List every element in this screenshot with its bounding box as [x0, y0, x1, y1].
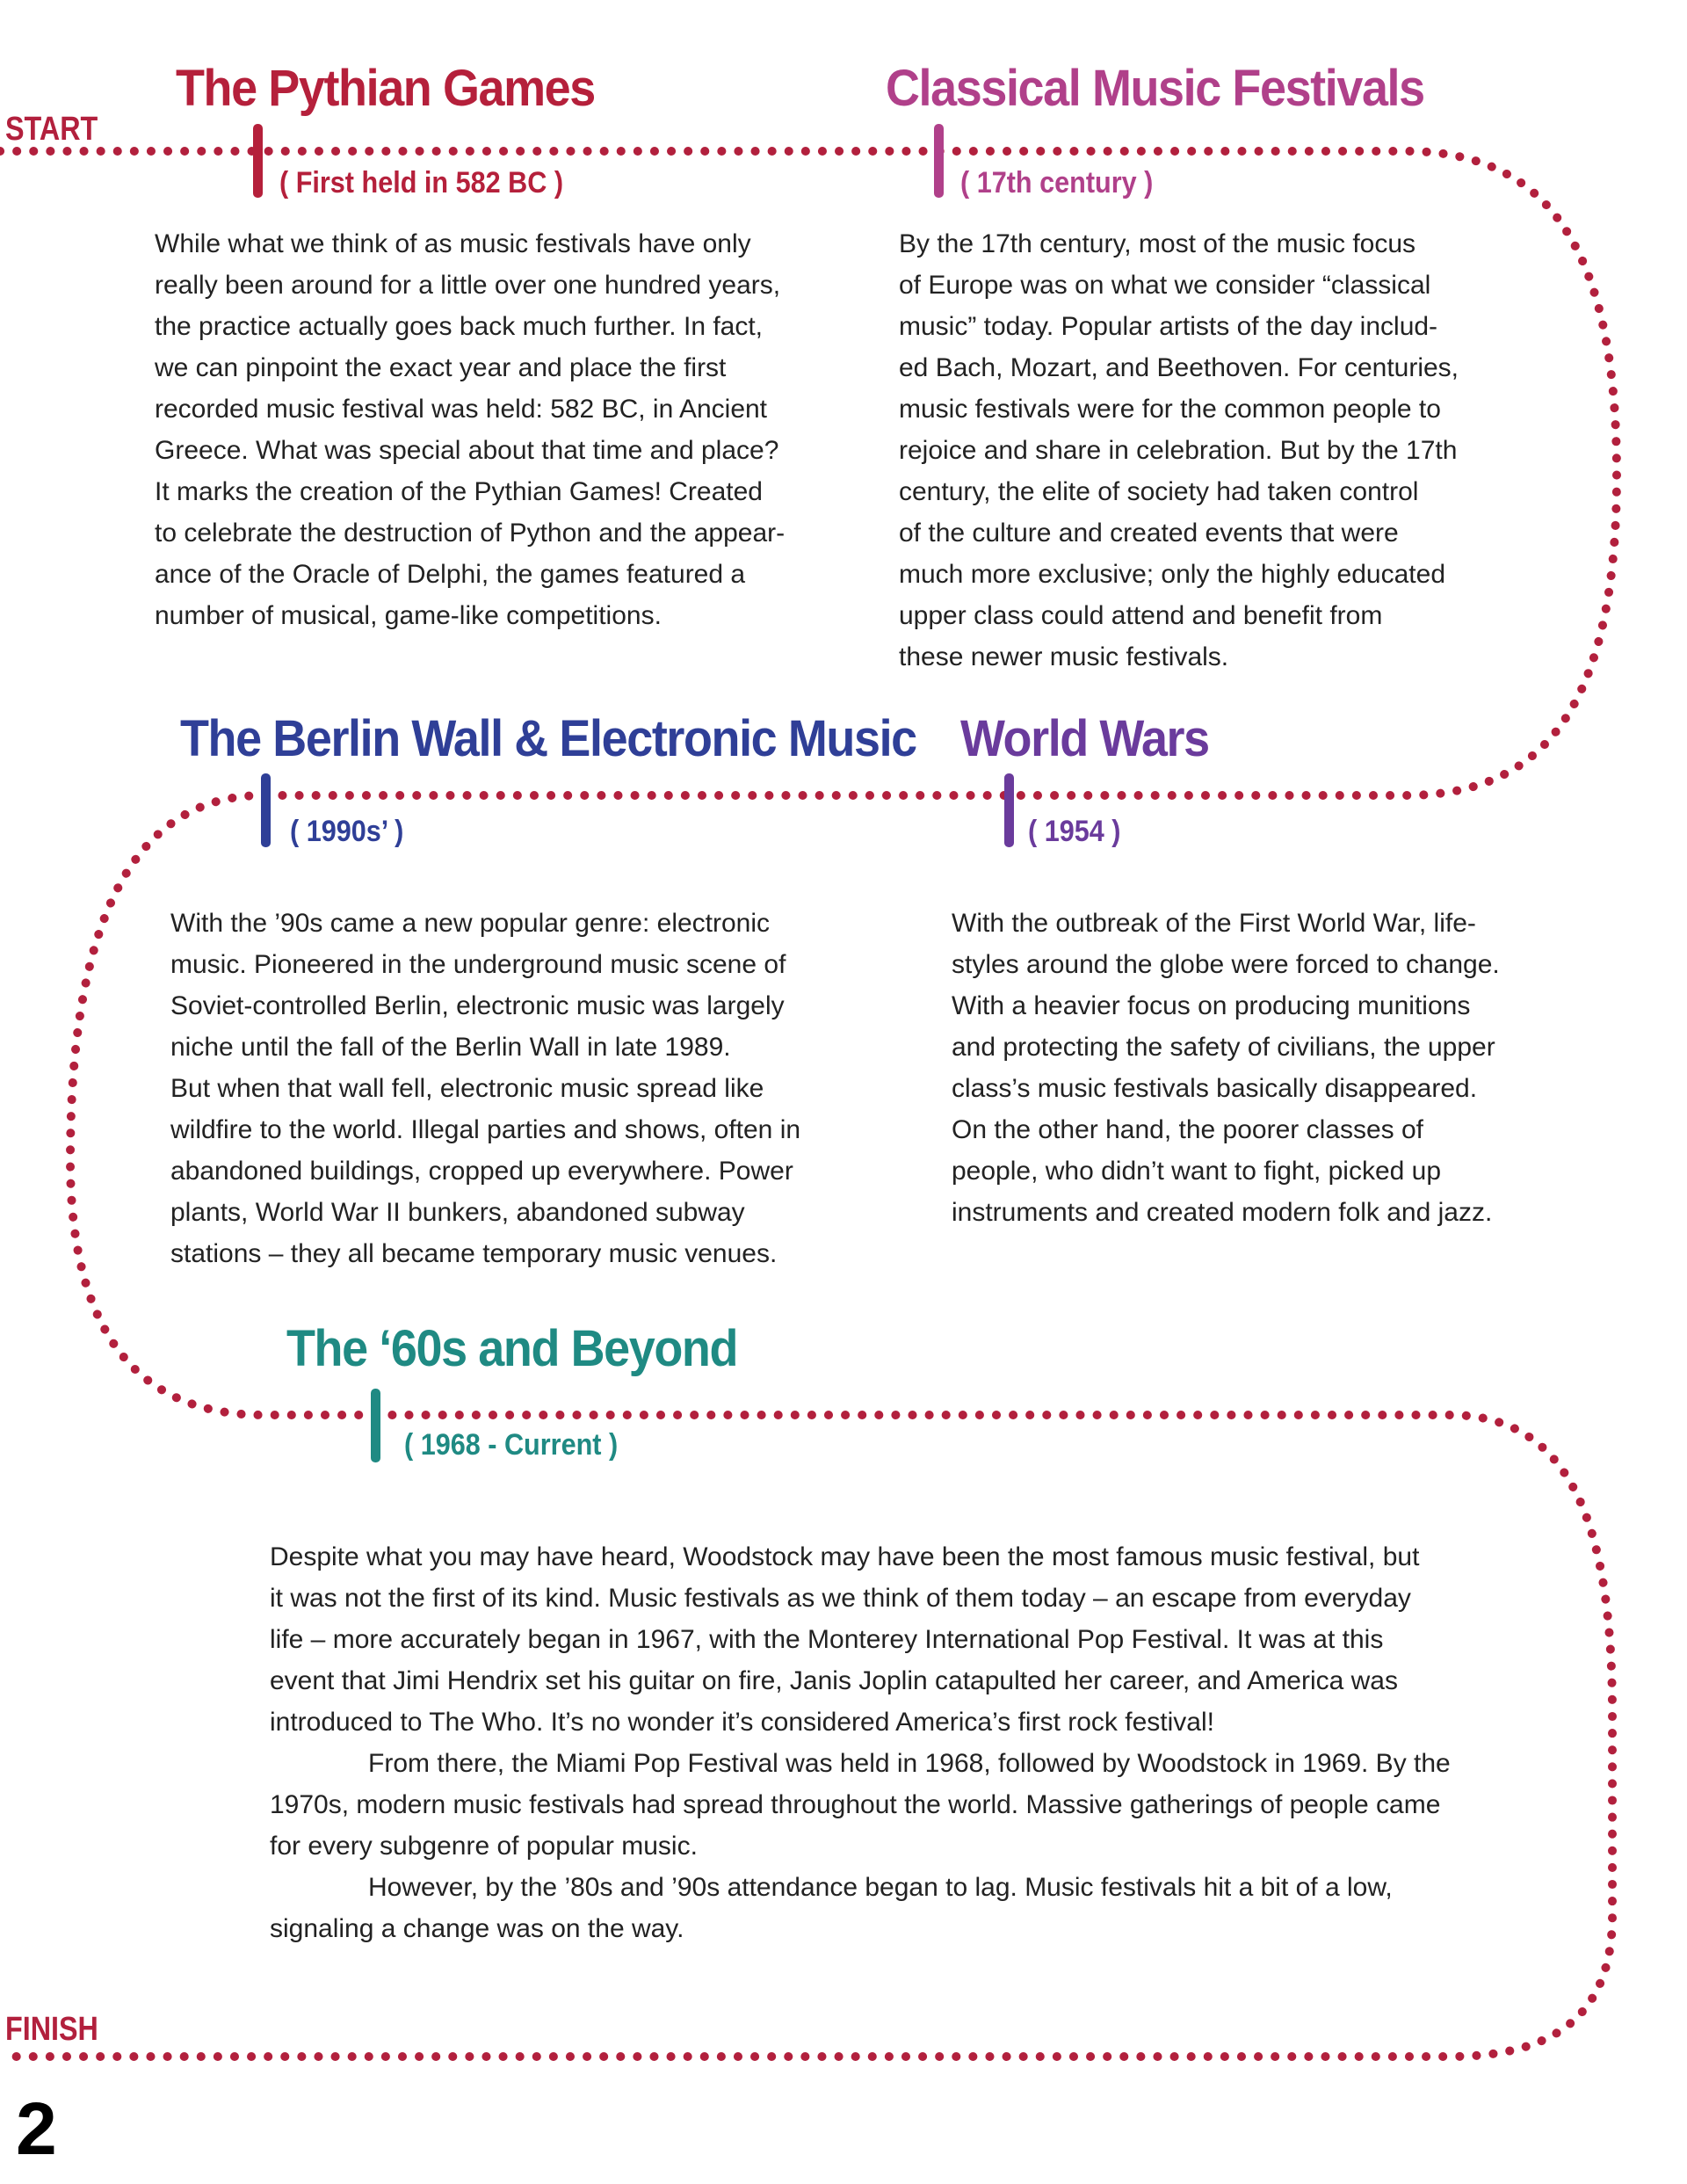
body-line: music. Pioneered in the underground music scene of	[170, 950, 786, 979]
body-line: signaling a change was on the way.	[270, 1914, 684, 1943]
timeline-tick	[1004, 773, 1014, 847]
section-title: The Berlin Wall & Electronic Music	[180, 710, 916, 767]
body-line: for every subgenre of popular music.	[270, 1832, 698, 1861]
body-line: niche until the fall of the Berlin Wall in late 1989.	[170, 1033, 731, 1062]
body-line: Greece. What was special about that time and place?	[155, 436, 779, 465]
body-line: recorded music festival was held: 582 BC, in Ancient	[155, 395, 768, 424]
body-line: While what we think of as music festivals have only	[155, 229, 751, 258]
body-line: to celebrate the destruction of Python and the appear-	[155, 519, 786, 548]
body-line: introduced to The Who. It’s no wonder it’s considered America’s first rock festival!	[270, 1708, 1214, 1737]
body-line: much more exclusive; only the highly educated	[899, 560, 1446, 589]
timeline-tick	[934, 124, 944, 198]
body-line: and protecting the safety of civilians, the upper	[952, 1033, 1495, 1062]
section-date: ( 1968 - Current )	[404, 1428, 619, 1462]
body-paragraph	[270, 1743, 1451, 1867]
body-line: number of musical, game-like competitions.	[155, 601, 662, 630]
body-line: of the culture and created events that were	[899, 519, 1399, 548]
section-date: ( 1954 )	[1028, 815, 1121, 848]
section-body	[952, 903, 1500, 1233]
timeline-tick	[253, 124, 263, 198]
section-body	[270, 1536, 1451, 1949]
section-body	[899, 223, 1459, 678]
section-title: Classical Music Festivals	[886, 60, 1424, 117]
body-line: instruments and created modern folk and jazz.	[952, 1198, 1493, 1227]
body-line: stations – they all became temporary music venues.	[170, 1239, 778, 1268]
body-line: Despite what you may have heard, Woodstock may have been the most famous music festival, but	[270, 1542, 1420, 1571]
body-line: class’s music festivals basically disappeared.	[952, 1074, 1478, 1103]
body-line: But when that wall fell, electronic music spread like	[170, 1074, 764, 1103]
body-line: However, by the ’80s and ’90s attendance began to lag. Music festivals hit a bit of a low,	[368, 1873, 1393, 1902]
section-title: World Wars	[960, 710, 1209, 767]
section-title: The Pythian Games	[176, 60, 595, 117]
body-line: ed Bach, Mozart, and Beethoven. For centuries,	[899, 353, 1459, 382]
body-line: With the ’90s came a new popular genre: electronic	[170, 909, 771, 938]
body-line: rejoice and share in celebration. But by the 17th	[899, 436, 1458, 465]
body-line: of Europe was on what we consider “classical	[899, 271, 1431, 300]
body-paragraph	[270, 1867, 1451, 1949]
body-line: the practice actually goes back much further. In fact,	[155, 312, 764, 341]
body-line: music” today. Popular artists of the day includ-	[899, 312, 1438, 341]
body-line: From there, the Miami Pop Festival was held in 1968, followed by Woodstock in 1969. By the	[368, 1749, 1451, 1778]
body-line: styles around the globe were forced to change.	[952, 950, 1500, 979]
section-body	[155, 223, 785, 636]
body-line: On the other hand, the poorer classes of	[952, 1115, 1423, 1144]
page-number: 2	[16, 2087, 57, 2170]
body-line: plants, World War II bunkers, abandoned subway	[170, 1198, 745, 1227]
body-line: It marks the creation of the Pythian Games! Created	[155, 477, 763, 506]
body-line: life – more accurately began in 1967, with the Monterey International Pop Festival. It was at this	[270, 1625, 1384, 1654]
section-date: ( 1990s’ )	[290, 815, 404, 848]
body-line: 1970s, modern music festivals had spread throughout the world. Massive gatherings of people came	[270, 1790, 1441, 1819]
body-line: it was not the first of its kind. Music festivals as we think of them today – an escape from everyday	[270, 1584, 1411, 1613]
body-line: Soviet-controlled Berlin, electronic music was largely	[170, 991, 785, 1020]
body-line: event that Jimi Hendrix set his guitar on fire, Janis Joplin catapulted her career, and America was	[270, 1666, 1398, 1695]
body-line: these newer music festivals.	[899, 642, 1229, 671]
section-body	[170, 903, 800, 1274]
section-date: ( 17th century )	[960, 166, 1154, 200]
body-line: By the 17th century, most of the music focus	[899, 229, 1416, 258]
body-line: upper class could attend and benefit from	[899, 601, 1383, 630]
body-line: we can pinpoint the exact year and place the first	[155, 353, 727, 382]
finish-marker: FINISH	[5, 2011, 98, 2048]
body-line: abandoned buildings, cropped up everywhere. Power	[170, 1157, 793, 1186]
body-line: With the outbreak of the First World War, life-	[952, 909, 1476, 938]
body-line: With a heavier focus on producing munitions	[952, 991, 1471, 1020]
body-line: century, the elite of society had taken control	[899, 477, 1419, 506]
start-marker: START	[5, 111, 98, 148]
timeline-tick	[371, 1389, 380, 1462]
body-line: music festivals were for the common people to	[899, 395, 1441, 424]
body-line: wildfire to the world. Illegal parties and shows, often in	[170, 1115, 801, 1144]
section-date: ( First held in 582 BC )	[279, 166, 564, 200]
body-line: ance of the Oracle of Delphi, the games featured a	[155, 560, 746, 589]
body-line: people, who didn’t want to fight, picked up	[952, 1157, 1442, 1186]
timeline-tick	[261, 773, 271, 847]
body-line: really been around for a little over one hundred years,	[155, 271, 781, 300]
section-title: The ‘60s and Beyond	[286, 1320, 738, 1377]
body-paragraph	[270, 1536, 1451, 1743]
